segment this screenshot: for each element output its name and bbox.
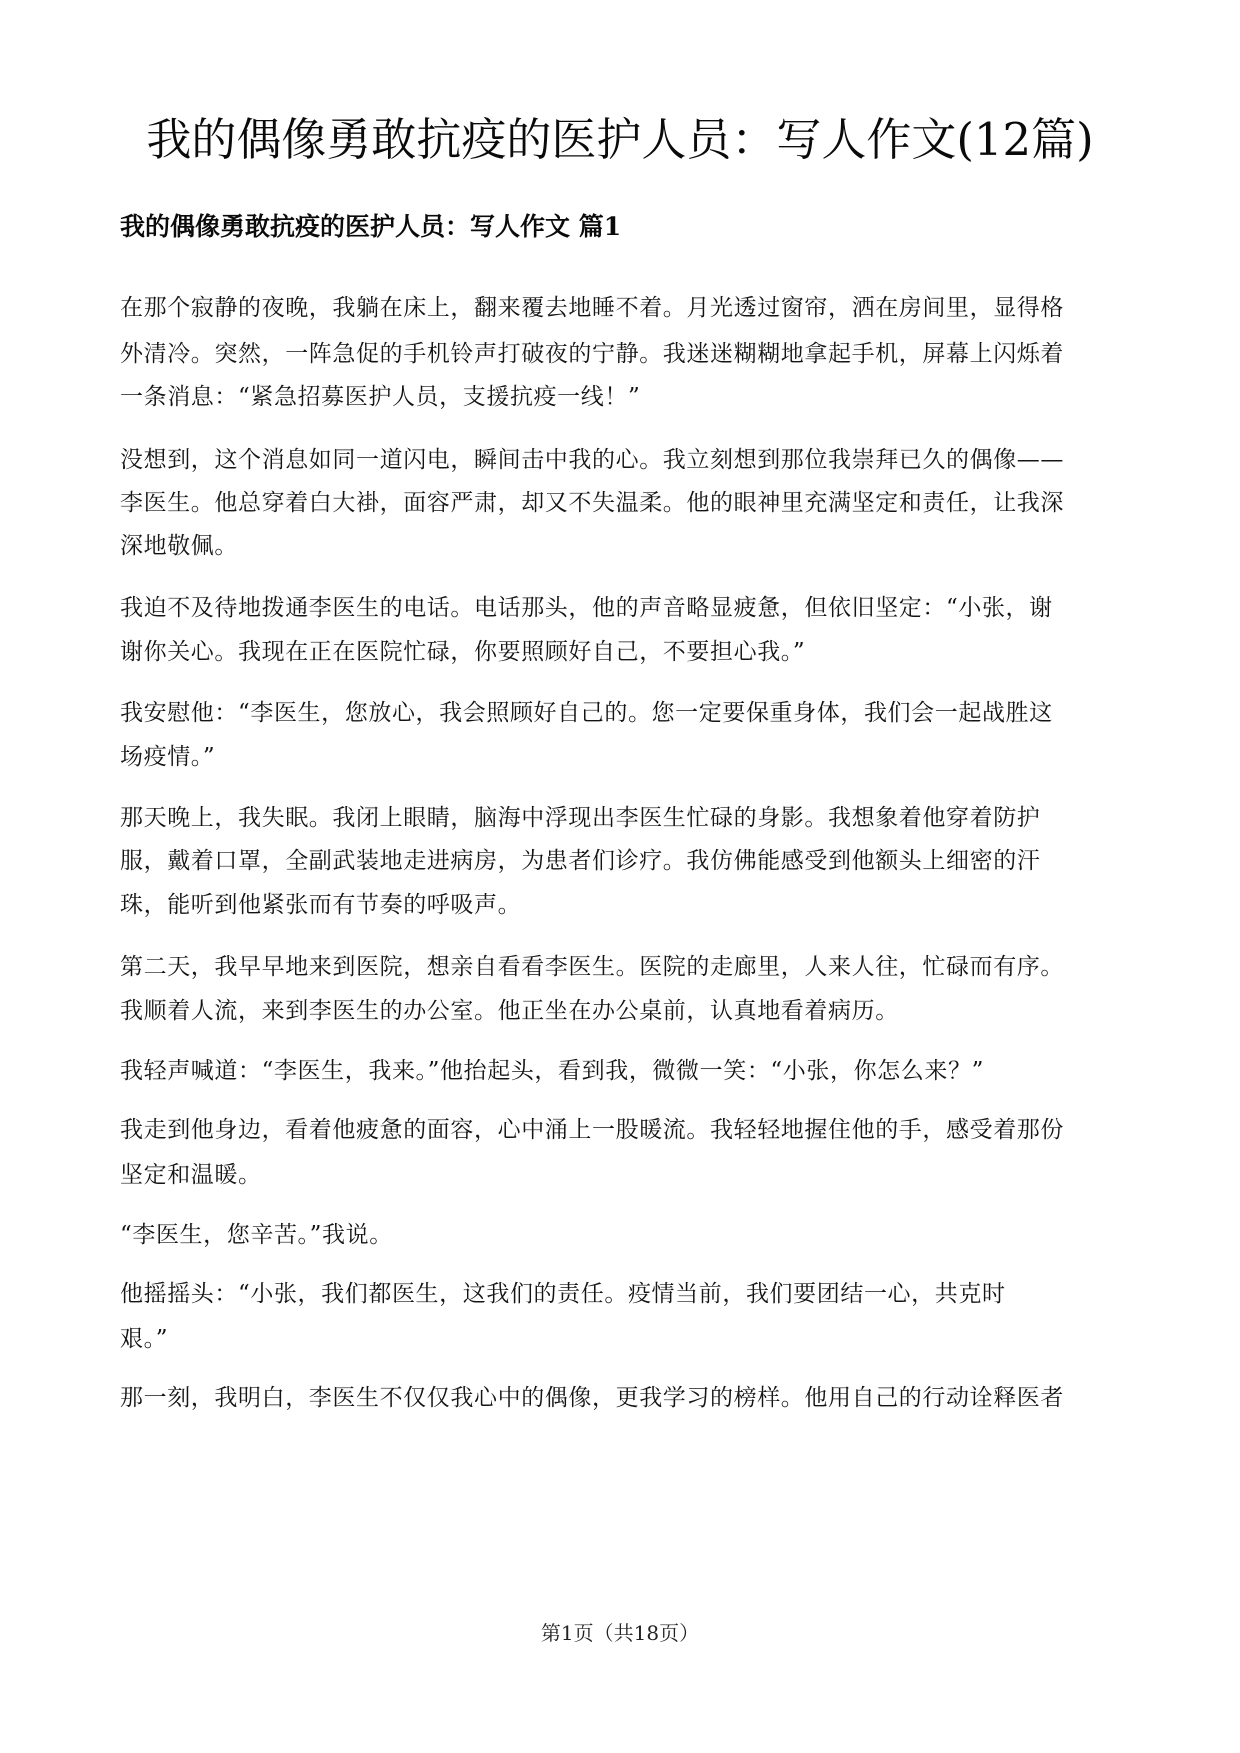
section-heading: 我的偶像勇敢抗疫的医护人员：写人作文 篇1 <box>120 212 622 241</box>
paragraph-line: 艰。” <box>120 1326 169 1352</box>
paragraph-line: 我安慰他：“李医生，您放心，我会照顾好自己的。您一定要保重身体，我们会一起战胜这 <box>120 700 1053 726</box>
paragraph-line: 我顺着人流，来到李医生的办公室。他正坐在办公桌前，认真地看着病历。 <box>120 998 899 1024</box>
paragraph-line: 外清冷。突然，一阵急促的手机铃声打破夜的宁静。我迷迷糊糊地拿起手机，屏幕上闪烁着 <box>120 341 1064 367</box>
paragraph-line: 珠，能听到他紧张而有节奏的呼吸声。 <box>120 892 522 918</box>
paragraph-line: 第二天，我早早地来到医院，想亲自看看李医生。医院的走廊里，人来人往，忙碌而有序。 <box>120 954 1064 980</box>
paragraph-line: 李医生。他总穿着白大褂，面容严肃，却又不失温柔。他的眼神里充满坚定和责任，让我深 <box>120 490 1064 516</box>
paragraph-line: “李医生，您辛苦。”我说。 <box>120 1222 393 1248</box>
page-number-footer: 第1页（共18页） <box>540 1621 700 1645</box>
paragraph-line: 谢你关心。我现在正在医院忙碌，你要照顾好自己，不要担心我。” <box>120 639 806 665</box>
paragraph-line: 他摇摇头：“小张，我们都医生，这我们的责任。疫情当前，我们要团结一心，共克时 <box>120 1281 1006 1307</box>
paragraph-line: 坚定和温暖。 <box>120 1162 262 1188</box>
paragraph-line: 场疫情。” <box>120 744 216 770</box>
paragraph-line: 在那个寂静的夜晚，我躺在床上，翻来覆去地睡不着。月光透过窗帘，洒在房间里，显得格 <box>120 295 1064 321</box>
paragraph-line: 我走到他身边，看着他疲惫的面容，心中涌上一股暖流。我轻轻地握住他的手，感受着那份 <box>120 1117 1064 1143</box>
paragraph-line: 那一刻，我明白，李医生不仅仅我心中的偶像，更我学习的榜样。他用自己的行动诠释医者 <box>120 1385 1064 1411</box>
paragraph-line: 服，戴着口罩，全副武装地走进病房，为患者们诊疗。我仿佛能感受到他额头上细密的汗 <box>120 848 1041 874</box>
paragraph-line: 深地敬佩。 <box>120 533 238 559</box>
paragraph-line: 没想到，这个消息如同一道闪电，瞬间击中我的心。我立刻想到那位我崇拜已久的偶像—— <box>120 447 1064 473</box>
document-title: 我的偶像勇敢抗疫的医护人员：写人作文(12篇) <box>146 113 1094 166</box>
paragraph-line: 我轻声喊道：“李医生，我来。”他抬起头，看到我，微微一笑：“小张，你怎么来？” <box>120 1058 984 1084</box>
paragraph-line: 那天晚上，我失眠。我闭上眼睛，脑海中浮现出李医生忙碌的身影。我想象着他穿着防护 <box>120 805 1041 831</box>
paragraph-line: 一条消息：“紧急招募医护人员，支援抗疫一线！” <box>120 384 641 410</box>
paragraph-line: 我迫不及待地拨通李医生的电话。电话那头，他的声音略显疲惫，但依旧坚定：“小张，谢 <box>120 595 1053 621</box>
